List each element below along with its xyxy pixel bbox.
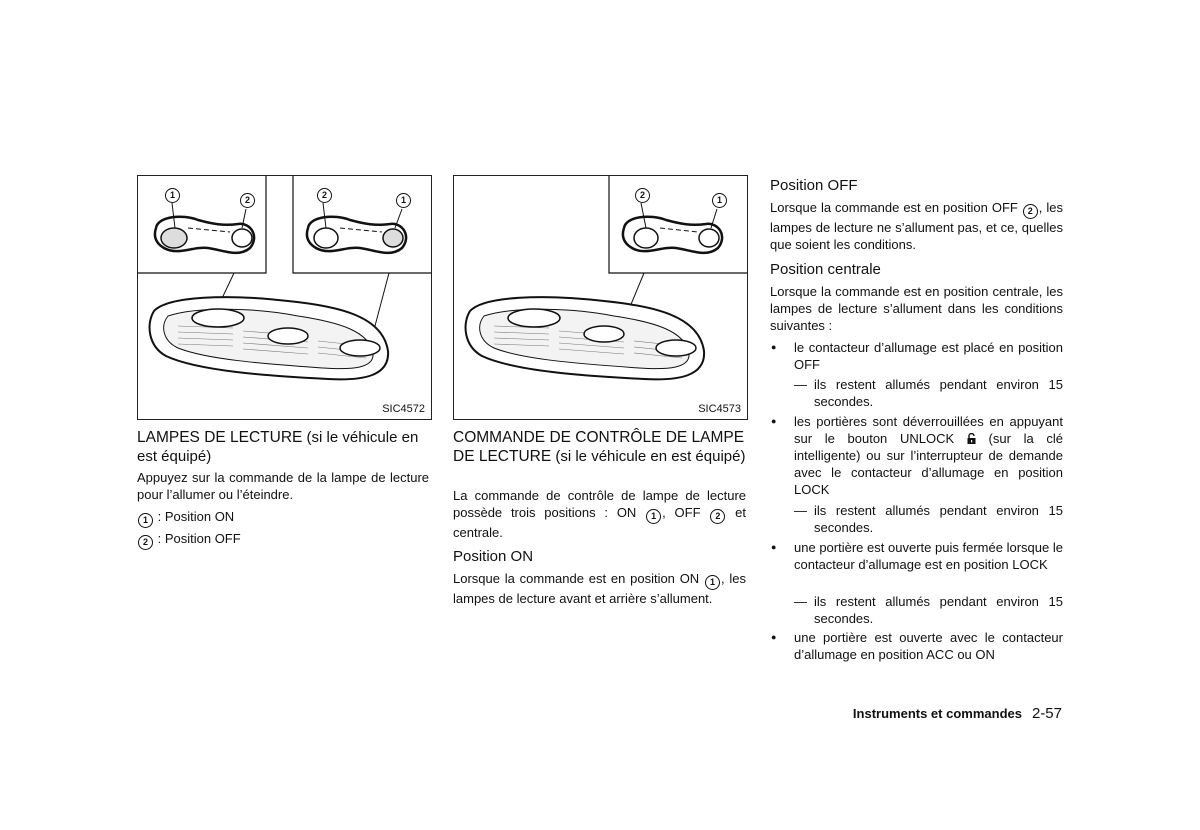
para-text-c: et centrale. xyxy=(453,505,746,540)
callout-1-badge: 1 xyxy=(705,575,720,590)
dash-symbol: — xyxy=(794,503,807,518)
figure-reading-lamp-control xyxy=(453,175,748,420)
callout-2: 2 xyxy=(635,188,650,203)
figure-reading-lamps xyxy=(137,175,432,420)
heading-paren: (si le véhicule en est équipé) xyxy=(551,448,746,465)
bullet-symbol: ● xyxy=(771,632,777,642)
bullet-4 xyxy=(771,629,1063,663)
footer-section-title: Instruments et commandes xyxy=(852,706,1022,721)
bullet-symbol: ● xyxy=(771,542,777,552)
legend-item-1-text: : Position ON xyxy=(154,509,235,524)
callout-1-left: 1 xyxy=(165,188,180,203)
legend-item-2-text: : Position OFF xyxy=(154,531,241,546)
callout-2-badge: 2 xyxy=(710,509,725,524)
on-text-a: Lorsque la commande est en position ON xyxy=(453,571,704,586)
dash-1-text: ils restent allumés pendant environ 15 secondes. xyxy=(814,377,1063,409)
dash-2 xyxy=(794,502,1063,536)
subheading-position-centrale: Position centrale xyxy=(770,261,881,278)
dash-2-text: ils restent allumés pendant environ 15 secondes. xyxy=(814,503,1063,535)
bullet-symbol: ● xyxy=(771,342,777,352)
paragraph-position-off xyxy=(770,199,1063,253)
subheading-position-on: Position ON xyxy=(453,548,534,565)
bullet-2-text-a: les portières sont déverrouillées en appuyant sur le bouton UNLOCK xyxy=(794,414,1063,446)
figure-code: SIC4573 xyxy=(698,403,741,415)
paragraph-lamp-control xyxy=(453,487,746,541)
heading-main: LAMPES DE LECTURE xyxy=(137,429,303,446)
page-footer xyxy=(853,705,1062,722)
bullet-1-text: le contacteur d’allumage est placé en position OFF xyxy=(794,340,1063,372)
paragraph-position-centrale: Lorsque la commande est en position centrale, les lampes de lecture s’allument dans les conditions suivantes : xyxy=(770,284,1063,333)
dash-1 xyxy=(794,376,1063,410)
paragraph-position-on xyxy=(453,570,746,607)
dash-3-text: ils restent allumés pendant environ 15 secondes. xyxy=(814,594,1063,626)
bullet-4-text: une portière est ouverte avec le contacteur d’allumage en position ACC ou ON xyxy=(794,630,1063,662)
reading-lamp-control-illustration xyxy=(454,176,747,419)
heading-main: COMMANDE DE CONTRÔLE DE LAMPE DE LECTURE xyxy=(453,429,745,465)
subheading-position-off: Position OFF xyxy=(770,177,858,194)
para-text-b: , OFF xyxy=(662,505,710,520)
dash-symbol: — xyxy=(794,594,807,609)
section-heading-reading-lamps xyxy=(137,428,433,466)
callout-2-badge: 2 xyxy=(138,535,153,550)
callout-1-right: 1 xyxy=(396,193,411,208)
legend-item-1 xyxy=(137,508,234,528)
bullet-symbol: ● xyxy=(771,416,777,426)
paragraph-reading-lamps: Appuyez sur la commande de la lampe de lecture pour l’allumer ou l’éteindre. xyxy=(137,470,429,502)
callout-2-left: 2 xyxy=(240,193,255,208)
heading-paren: (si le véhicule en est équipé) xyxy=(137,429,419,465)
para-text-a: La commande de contrôle de lampe de lecture possède trois positions : ON xyxy=(453,488,746,520)
bullet-3 xyxy=(771,539,1063,573)
callout-1: 1 xyxy=(712,193,727,208)
off-text-a: Lorsque la commande est en position OFF xyxy=(770,200,1022,215)
callout-1-badge: 1 xyxy=(138,513,153,528)
bullet-2-text-b: (sur la clé intelligente) ou sur l’interrupteur de demande avec le contacteur d’allumage en position LOCK xyxy=(794,431,1063,497)
bullet-3-text: une portière est ouverte puis fermée lorsque le contacteur d’allumage est en position LOCK xyxy=(794,540,1063,572)
bullet-1 xyxy=(771,339,1063,373)
reading-lamp-illustration xyxy=(138,176,431,419)
off-text-b: , les lampes de lecture ne s’allument pas, et ce, quelles que soient les conditions. xyxy=(770,200,1063,252)
callout-2-badge: 2 xyxy=(1023,204,1038,219)
legend-item-2 xyxy=(137,530,241,550)
callout-2-right: 2 xyxy=(317,188,332,203)
callout-1-badge: 1 xyxy=(646,509,661,524)
dash-3 xyxy=(794,593,1063,627)
unlock-padlock-icon xyxy=(967,433,976,444)
figure-code: SIC4572 xyxy=(382,403,425,415)
dash-symbol: — xyxy=(794,377,807,392)
page-number: 2-57 xyxy=(1031,705,1062,722)
section-heading-lamp-control xyxy=(453,428,749,466)
on-text-b: , les lampes de lecture avant et arrière s’allument. xyxy=(453,571,746,606)
bullet-2 xyxy=(771,413,1063,498)
